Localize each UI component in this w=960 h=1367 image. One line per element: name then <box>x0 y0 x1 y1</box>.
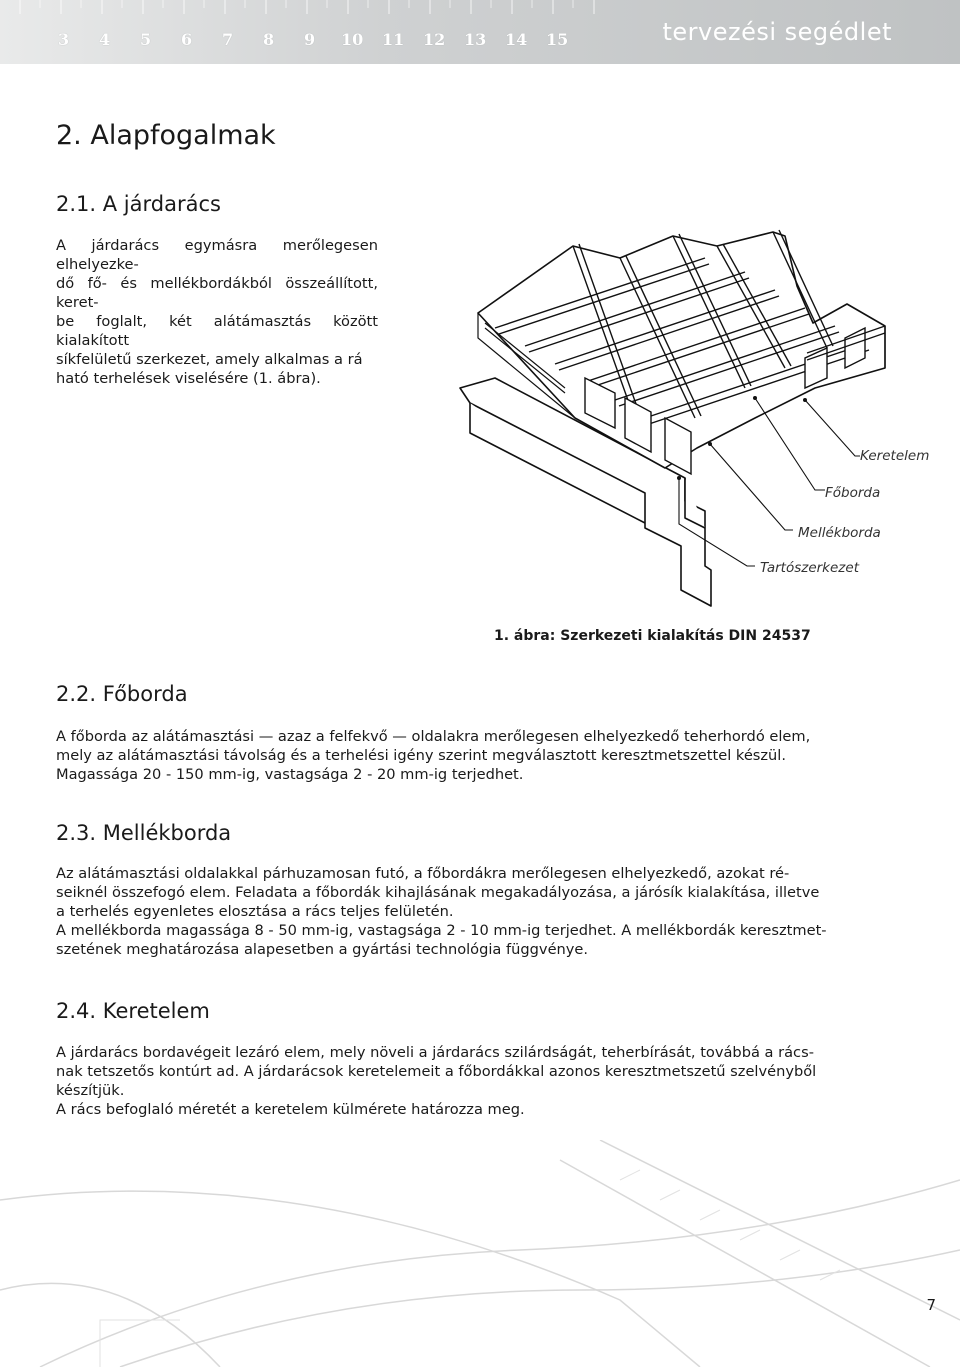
paragraph-line: Magassága 20 - 150 mm-ig, vastagsága 2 - 20 mm-ig terjedhet. <box>56 766 524 783</box>
figure-caption: 1. ábra: Szerkezeti kialakítás DIN 24537 <box>494 628 811 644</box>
ruler-number: 11 <box>382 30 405 49</box>
leader-mellekborda <box>710 444 793 530</box>
paragraph-line: dő fő- és mellékbordákból összeállított, keret- <box>56 275 378 311</box>
paragraph-line: A járdarács egymásra merőlegesen elhelyezke- <box>56 237 378 273</box>
background-decoration <box>0 1140 960 1367</box>
paragraph-line: készítjük. <box>56 1082 125 1099</box>
grating-illustration <box>455 228 955 608</box>
ruler-number: 13 <box>464 30 487 49</box>
paragraph-line: mely az alátámasztási távolság és a terhelési igény szerint megválasztott keresztmetszettel készül. <box>56 747 787 764</box>
ruler-number: 3 <box>58 30 70 49</box>
s23-paragraph <box>56 864 896 959</box>
ruler-number: 8 <box>263 30 275 49</box>
ruler-number: 10 <box>341 30 364 49</box>
label-tartoszerkezet: Tartószerkezet <box>760 560 859 576</box>
paragraph-line: ható terhelések viselésére (1. ábra). <box>56 370 321 387</box>
paragraph-line: Az alátámasztási oldalakkal párhuzamosan futó, a főbordákra merőlegesen elhelyezkedő, azokat ré- <box>56 865 790 882</box>
page-number: 7 <box>926 1296 936 1314</box>
paragraph-line: a terhelés egyenletes elosztása a rács teljes felületén. <box>56 903 454 920</box>
s21-title: 2.1. A járdarács <box>56 192 221 216</box>
paragraph-line: A járdarács bordavégeit lezáró elem, mely növeli a járdarács szilárdságát, teherbírását, továbbá a rács- <box>56 1044 814 1061</box>
label-mellekborda: Mellékborda <box>798 525 881 541</box>
ruler-number: 12 <box>423 30 446 49</box>
paragraph-line: síkfelületű szerkezet, amely alkalmas a rá <box>56 351 363 368</box>
paragraph-line: A rács befoglaló méretét a keretelem külmérete határozza meg. <box>56 1101 525 1118</box>
header-title: tervezési segédlet <box>662 18 892 46</box>
header-band <box>0 0 960 64</box>
ruler-number: 5 <box>140 30 152 49</box>
paragraph-line: seiknél összefogó elem. Feladata a főbordák kihajlásának megakadályozása, a járósík kialakítása, illetve <box>56 884 820 901</box>
label-keretelem: Keretelem <box>860 448 930 464</box>
label-foborda: Főborda <box>825 485 881 501</box>
ruler-number: 14 <box>505 30 528 49</box>
grating-figure <box>455 228 955 608</box>
s24-paragraph <box>56 1043 896 1119</box>
s23-title: 2.3. Mellékborda <box>56 821 232 845</box>
ruler-number: 6 <box>181 30 193 49</box>
ruler-number: 15 <box>546 30 569 49</box>
section-title: 2. Alapfogalmak <box>56 120 276 151</box>
paragraph-line: nak tetszetős kontúrt ad. A járdarácsok keretelemeit a főbordákkal azonos keresztmetszetű szelvényből <box>56 1063 817 1080</box>
ruler-number: 9 <box>304 30 316 49</box>
s22-paragraph <box>56 727 896 784</box>
paragraph-line: A főborda az alátámasztási — azaz a felfekvő — oldalakra merőlegesen elhelyezkedő teherhordó elem, <box>56 728 811 745</box>
s22-title: 2.2. Főborda <box>56 682 188 706</box>
paragraph-line: be foglalt, két alátámasztás között kialakított <box>56 313 378 349</box>
paragraph-line: A mellékborda magassága 8 - 50 mm-ig, vastagsága 2 - 10 mm-ig terjedhet. A mellékbordák keresztmet- <box>56 922 827 939</box>
s24-title: 2.4. Keretelem <box>56 999 210 1023</box>
leader-keretelem <box>805 400 860 456</box>
s21-paragraph <box>56 236 378 388</box>
paragraph-line: szetének meghatározása alapesetben a gyártási technológia függvénye. <box>56 941 589 958</box>
ruler-number: 7 <box>222 30 234 49</box>
ruler-number: 4 <box>99 30 111 49</box>
